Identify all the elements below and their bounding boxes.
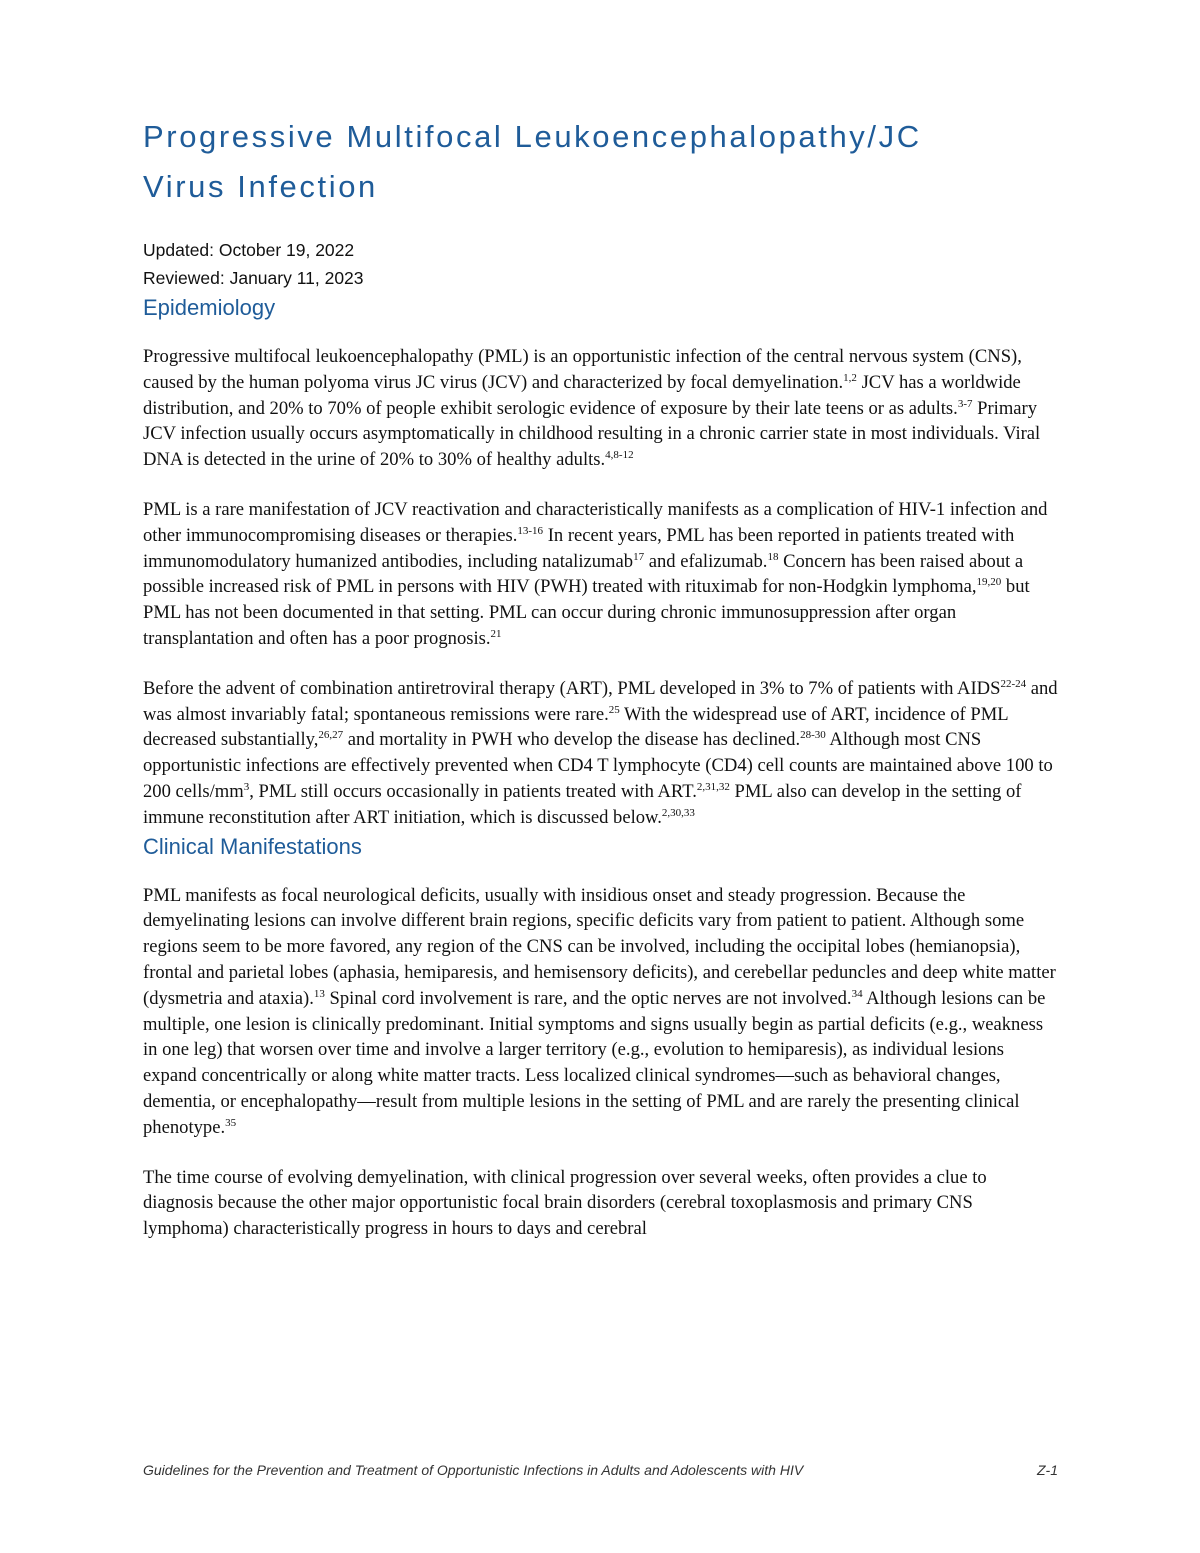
- text-run: Before the advent of combination antiretroviral therapy (ART), PML developed in 3% to 7% of patients with AIDS: [143, 677, 1001, 699]
- reference-superscript: 2,31,32: [696, 780, 730, 793]
- reference-superscript: 34: [851, 987, 863, 1000]
- text-run: Progressive multifocal leukoencephalopathy (PML) is an opportunistic infection of the central nervous system (CNS), caused by the human polyoma virus JC virus (JCV) and characterized by focal demyelination.: [143, 346, 1022, 393]
- reference-superscript: 21: [490, 627, 502, 640]
- text-run: Concern has been raised about a possible increased risk of PML in persons with HIV (PWH) treated with rituximab for non-Hodgkin lymphoma,: [143, 550, 1024, 598]
- epidemiology-paragraph-3: [143, 676, 1058, 831]
- page-content: [143, 112, 1058, 1242]
- updated-value: : October 19, 2022: [209, 240, 355, 260]
- reference-superscript: 3-7: [957, 397, 973, 410]
- page-title-line-2: Virus Infection: [143, 169, 378, 204]
- document-dates: [143, 236, 1058, 292]
- text-run: With the widespread use of ART, incidence of PML decreased substantially,: [143, 703, 1008, 751]
- page-number: Z-1: [1037, 1462, 1058, 1478]
- reference-superscript: 13: [313, 987, 325, 1000]
- reference-superscript: 17: [633, 550, 645, 563]
- text-run: In recent years, PML has been reported in patients treated with immunomodulatory humanized antibodies, including natalizumab: [143, 524, 1015, 572]
- epidemiology-paragraph-2: [143, 497, 1058, 652]
- page-title-line-1: Progressive Multifocal Leukoencephalopathy/JC: [143, 119, 922, 154]
- text-run: PML is a rare manifestation of JCV reactivation and characteristically manifests as a complication of HIV-1 infection and other immunocompromising diseases or therapies.: [143, 498, 1048, 546]
- text-run: Although most CNS opportunistic infections are effectively prevented when CD4 T lymphocyte (CD4) cell counts are maintained above 100 to 200 cells/mm: [143, 729, 1053, 802]
- reviewed-value: : January 11, 2023: [219, 268, 364, 288]
- text-run: and efalizumab.: [644, 550, 768, 572]
- reference-superscript: 26,27: [318, 729, 344, 742]
- reference-superscript: 22-24: [1000, 677, 1027, 690]
- reference-superscript: 28-30: [800, 729, 826, 742]
- text-run: , PML still occurs occasionally in patients treated with ART.: [249, 780, 697, 802]
- page-footer: [143, 1462, 1058, 1478]
- reference-superscript: 13-16: [517, 524, 544, 537]
- text-run: JCV has a worldwide distribution, and 20% to 70% of people exhibit serologic evidence of exposure by their late teens or as adults.: [143, 371, 1021, 419]
- reviewed-label: Reviewed: [143, 268, 220, 288]
- clinical-paragraph-2: [143, 1165, 1058, 1242]
- page-title: [143, 112, 1058, 212]
- updated-label: Updated: [143, 240, 210, 260]
- reference-superscript: 3: [243, 780, 250, 793]
- text-run: Although lesions can be multiple, one lesion is clinically predominant. Initial symptoms and signs usually begin as partial deficits (e.g., weakness in one leg) that worsen over time and involve a larger territory (e.g., evolution to hemiparesis), as individual lesions expand concentrically or along white matter tracts. Less localized clinical syndromes—such as behavioral changes, dementia, or encephalopathy—result from multiple lesions in the setting of PML and are rarely the presenting clinical phenotype.: [143, 987, 1046, 1138]
- text-run: The time course of evolving demyelination, with clinical progression over several weeks, often provides a clue to diagnosis because the other major opportunistic focal brain disorders (cerebral toxoplasmosis and primary CNS lymphoma) characteristically progress in hours to days and cerebral: [143, 1166, 987, 1240]
- heading-epidemiology: Epidemiology: [143, 295, 276, 320]
- reference-superscript: 2,30,33: [661, 806, 695, 819]
- text-run: and mortality in PWH who develop the disease has declined.: [343, 729, 801, 751]
- text-run: and was almost invariably fatal; spontaneous remissions were rare.: [143, 677, 1058, 725]
- text-run: Spinal cord involvement is rare, and the optic nerves are not involved.: [324, 987, 852, 1009]
- reference-superscript: 35: [225, 1116, 237, 1129]
- epidemiology-paragraph-1: [143, 344, 1058, 473]
- reference-superscript: 25: [608, 703, 620, 716]
- text-run: PML manifests as focal neurological deficits, usually with insidious onset and steady progression. Because the demyelinating lesions can involve different brain regions, specific deficits vary from patient to patient. Although some regions seem to be more favored, any region of the CNS can be involved, including the occipital lobes (hemianopsia), frontal and parietal lobes (aphasia, hemiparesis, and hemisensory deficits), and cerebellar peduncles and deep white matter (dysmetria and ataxia).: [143, 884, 1056, 1009]
- reference-superscript: 19,20: [976, 576, 1002, 589]
- text-run: PML also can develop in the setting of immune reconstitution after ART initiation, which is discussed below.: [143, 780, 1022, 828]
- reviewed-date: [143, 264, 1058, 292]
- reference-superscript: 18: [767, 550, 779, 563]
- text-run: but PML has not been documented in that setting. PML can occur during chronic immunosuppression after organ transplantation and often has a poor prognosis.: [143, 576, 1030, 649]
- footer-guideline-title: Guidelines for the Prevention and Treatment of Opportunistic Infections in Adults and Adolescents with HIV: [143, 1462, 804, 1478]
- text-run: Primary JCV infection usually occurs asymptomatically in childhood resulting in a chronic carrier state in most individuals. Viral DNA is detected in the urine of 20% to 30% of healthy adults.: [143, 397, 1041, 471]
- reference-superscript: 4,8-12: [605, 449, 634, 462]
- clinical-paragraph-1: [143, 883, 1058, 1141]
- updated-date: [143, 236, 1058, 264]
- heading-clinical-manifestations: Clinical Manifestations: [143, 833, 362, 859]
- reference-superscript: 1,2: [843, 371, 857, 384]
